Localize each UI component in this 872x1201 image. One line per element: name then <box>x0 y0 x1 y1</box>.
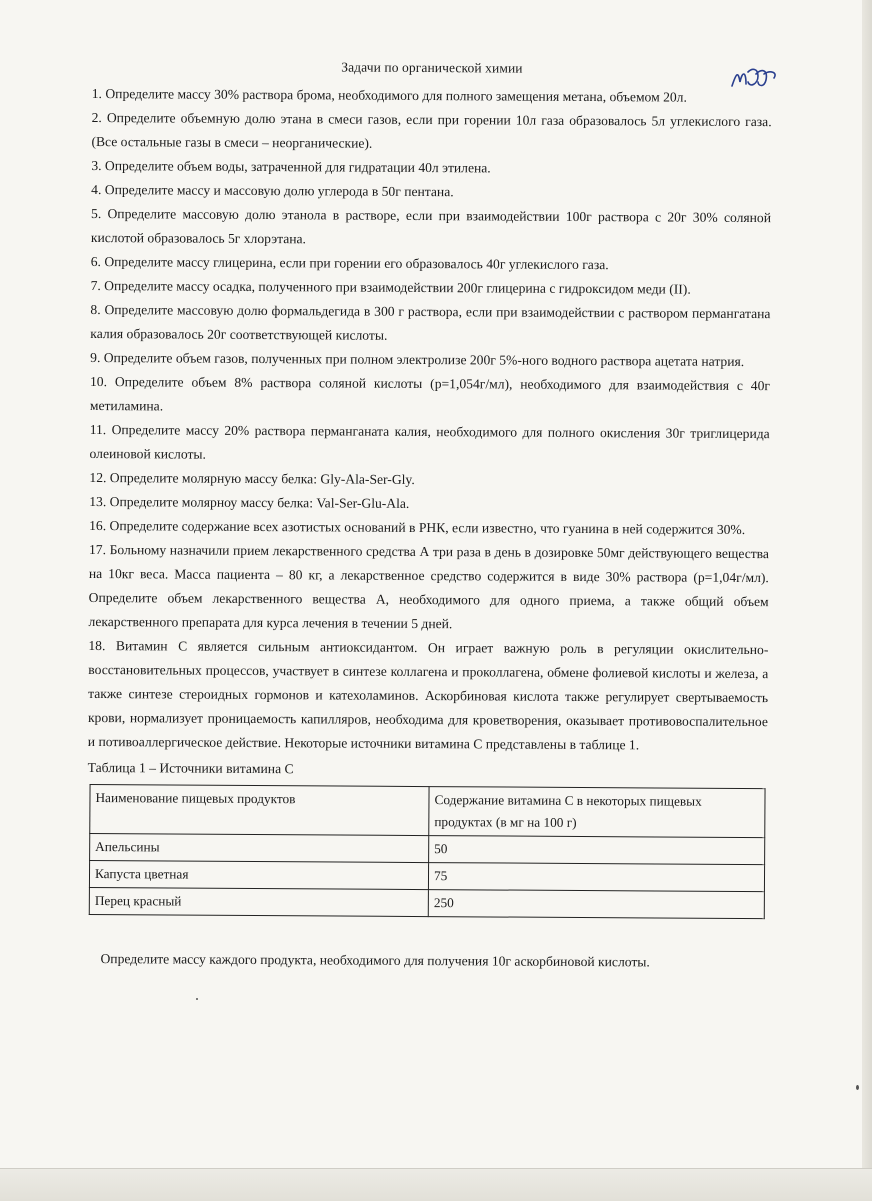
task-item: 11. Определите массу 20% раствора перманганата калия, необходимого для полного окисления 30г триглицерида олеиновой кислоты. <box>89 421 770 462</box>
table-row <box>89 887 764 918</box>
task-item: 2. Определите объемную долю этана в смеси газов, если при горении 10л газа образовалось 5л углекислого газа. (Все остальные газы в смеси – неорганические). <box>91 109 772 151</box>
task-item: 6. Определите массу глицерина, если при горении его образовалось 40г углекислого газа. <box>90 253 609 273</box>
task-item: 12. Определите молярную массу белка: Gly-Ala-Ser-Gly. <box>89 469 415 487</box>
task-item: 1. Определите массу 30% раствора брома, необходимого для полного замещения метана, объемом 20л. <box>91 85 687 105</box>
scan-edge-right <box>862 0 872 1200</box>
task-item: 16. Определите содержание всех азотистых оснований в РНК, если известно, что гуанина в ней содержится 30%. <box>89 517 746 537</box>
table-cell: 50 <box>429 836 765 865</box>
task-item: 13. Определите молярноу массу белка: Val-Ser-Glu-Ala. <box>89 493 410 511</box>
task-list <box>88 82 772 758</box>
table-header-cell: Наименование пищевых продуктов <box>90 785 429 836</box>
task-item: 8. Определите массовую долю формальдегида в 300 г раствора, если при взаимодействии с раствором пермангатана калия образовалось 20г соответствующей кислоты. <box>90 301 771 343</box>
task-item: 10. Определите объем 8% раствора соляной кислоты (р=1,054г/мл), необходимого для взаимодействия с 40г метиламина. <box>89 373 771 414</box>
table-cell: Апельсины <box>90 834 429 863</box>
table-cell: Капуста цветная <box>89 861 428 890</box>
scan-edge-bottom <box>0 1168 872 1201</box>
table-cell: Перец красный <box>89 887 428 916</box>
table-header-row <box>90 785 765 838</box>
document-body <box>86 58 772 975</box>
task-item: 17. Больному назначили прием лекарственного средства А три раза в день в дозировке 50мг действующего вещества на 10кг веса. Масса пациента – 80 кг, а лекарственное средство содержится в виде 30% раствора (р=1,04г/мл). Определите объем лекарственного вещества А, необходимого для одного приема, а также общий объем лекарственного препарата для курса лечения в течении 5 дней. <box>88 541 770 632</box>
table-header-cell: Содержание витамина С в некоторых пищевых продуктах (в мг на 100 г) <box>429 787 765 838</box>
table-caption: Таблица 1 – Источники витамина С <box>87 759 294 777</box>
table-row <box>89 861 764 892</box>
scan-speck <box>196 998 198 1000</box>
task-item: 9. Определите объем газов, полученных при полном электролизе 200г 5%-ного водного раствора ацетата натрия. <box>90 349 745 369</box>
document-title: Задачи по органической химии <box>341 59 523 76</box>
table-cell: 250 <box>428 890 764 919</box>
task-item: 7. Определите массу осадка, полученного при взаимодействии 200г глицерина с гидроксидом меди (II). <box>90 277 691 297</box>
table-cell: 75 <box>428 863 764 892</box>
task-item: 4. Определите массу и массовую долю углерода в 50г пентана. <box>91 181 454 200</box>
final-question: Определите массу каждого продукта, необходимого для получения 10г аскорбиновой кислоты. <box>100 951 650 970</box>
vitamin-c-table <box>89 784 766 919</box>
task-item: 18. Витамин С является сильным антиоксидантом. Он играет важную роль в регуляции окислительно-восстановительных процессов, участвует в синтезе коллагена и проколлагена, обмене фолиевой кислоты и железа, а также синтезе стероидных гормонов и катехоламинов. Аскорбиновая кислота также регулирует свертываемость крови, нормализует проницаемость капилляров, необходима для кроветворения, оказывает противовоспалительное и потивоаллергическое действие. Некоторые источники витамина С представлены в таблице 1. <box>87 637 769 753</box>
table-row <box>90 834 765 865</box>
task-item: 5. Определите массовую долю этанола в растворе, если при взаимодействии 100г раствора с 20г 30% соляной кислотой образовалось 5г хлорэтана. <box>90 205 772 247</box>
scan-speck <box>856 1085 859 1090</box>
task-item: 3. Определите объем воды, затраченной для гидратации 40л этилена. <box>91 157 491 176</box>
